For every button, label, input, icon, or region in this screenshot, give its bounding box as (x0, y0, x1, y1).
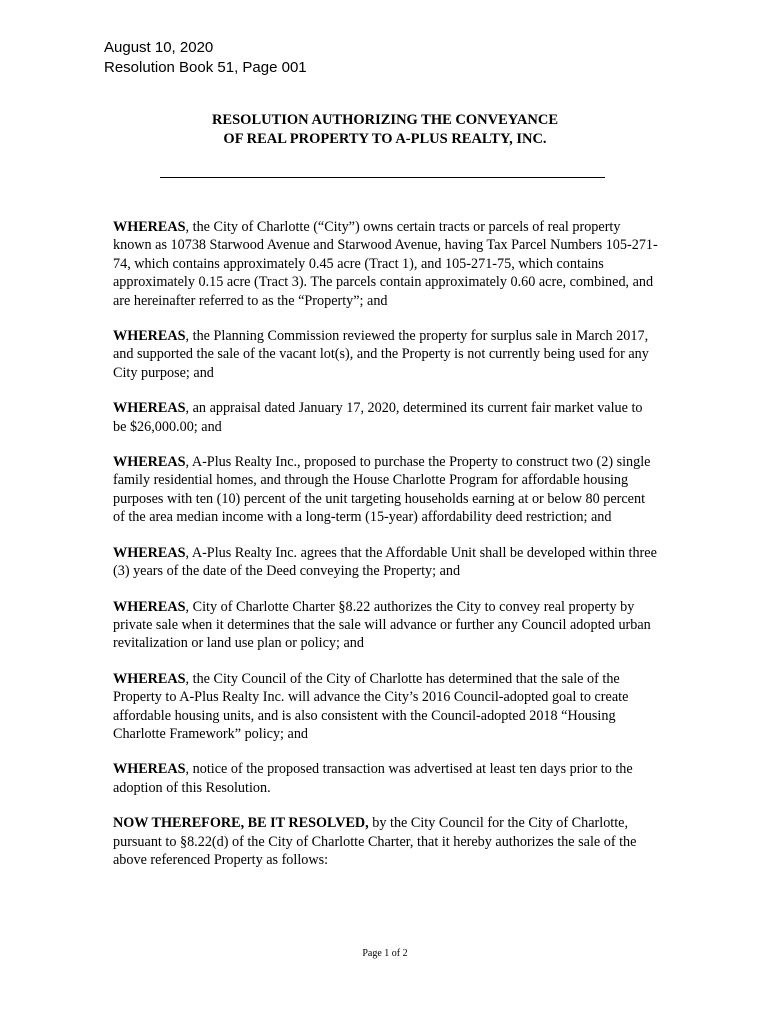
paragraph-lead: WHEREAS (113, 219, 186, 235)
paragraph-lead: WHEREAS (113, 598, 186, 615)
paragraph-text: , the City of Charlotte (“City”) owns certain tracts or parcels of real property known as 10738 Starwood Avenue and Starwood Avenue, having Tax Parcel Numbers 105-271-74, which contains approximately 0.45 acre (Tract 1), and 105-271-75, which contains approximately 0.15 acre (Tract 3). The parcels contain approximately 0.60 acre, combined, and are hereinafter referred to as the “Property”; and (113, 219, 658, 309)
paragraph-text: , the City Council of the City of Charlotte has determined that the sale of the Property to A-Plus Realty Inc. will advance the City’s 2016 Council-adopted goal to create affordable housing units, and is also consistent with the Council-adopted 2018 “Housing Charlotte Framework” policy; and (113, 670, 629, 742)
paragraph-text: , A-Plus Realty Inc. agrees that the Affordable Unit shall be developed within three (3) years of the date of the Deed conveying the Property; and (113, 544, 657, 580)
paragraph-lead: WHEREAS (113, 454, 186, 471)
paragraph-text: , an appraisal dated January 17, 2020, determined its current fair market value to be $26,000.00; and (113, 400, 643, 435)
title-divider (160, 177, 605, 178)
header-resolution-book: Resolution Book 51, Page 001 (104, 59, 307, 76)
paragraph-whereas-1 (113, 218, 658, 310)
paragraph-lead: WHEREAS (113, 328, 186, 345)
paragraph-lead: WHEREAS (113, 761, 186, 778)
title-line-2: OF REAL PROPERTY TO A-PLUS REALTY, INC. (223, 131, 547, 147)
header-date: August 10, 2020 (104, 39, 214, 56)
paragraph-text: , notice of the proposed transaction was advertised at least ten days prior to the adoption of this Resolution. (113, 761, 633, 796)
paragraph-lead: NOW THEREFORE, BE IT RESOLVED, (113, 815, 369, 832)
paragraph-lead: WHEREAS (113, 544, 186, 561)
paragraph-resolved (113, 814, 658, 869)
paragraph-lead: WHEREAS (113, 670, 186, 687)
paragraph-whereas-5 (113, 544, 658, 581)
document-title (0, 111, 770, 149)
paragraph-lead: WHEREAS (113, 400, 186, 417)
paragraph-whereas-3 (113, 399, 658, 436)
title-line-1: RESOLUTION AUTHORIZING THE CONVEYANCE (211, 112, 559, 128)
paragraph-text: , City of Charlotte Charter §8.22 authorizes the City to convey real property by private sale when it determines that the sale will advance or further any Council adopted urban revitalization or land use plan or policy; and (113, 598, 651, 652)
paragraph-whereas-8 (113, 760, 658, 797)
paragraph-whereas-2 (113, 327, 658, 382)
paragraph-whereas-7 (113, 670, 658, 744)
page-number: Page 1 of 2 (362, 948, 408, 959)
paragraph-text: , the Planning Commission reviewed the property for surplus sale in March 2017, and supported the sale of the vacant lot(s), and the Property is not currently being used for any City purpose; and (113, 328, 649, 381)
paragraph-whereas-6 (113, 598, 658, 653)
paragraph-text: , A-Plus Realty Inc., proposed to purchase the Property to construct two (2) single family residential homes, and through the House Charlotte Program for affordable housing purposes with ten (10) percent of the unit targeting households earning at or below 80 percent of the area median income with a long-term (15-year) affordability deed restriction; and (113, 454, 651, 526)
paragraph-text: by the City Council for the City of Charlotte, pursuant to §8.22(d) of the City of Charlotte Charter, that it hereby authorizes the sale of the above referenced Property as follows: (113, 815, 637, 868)
paragraph-whereas-4 (113, 453, 658, 527)
resolution-body (113, 218, 658, 886)
